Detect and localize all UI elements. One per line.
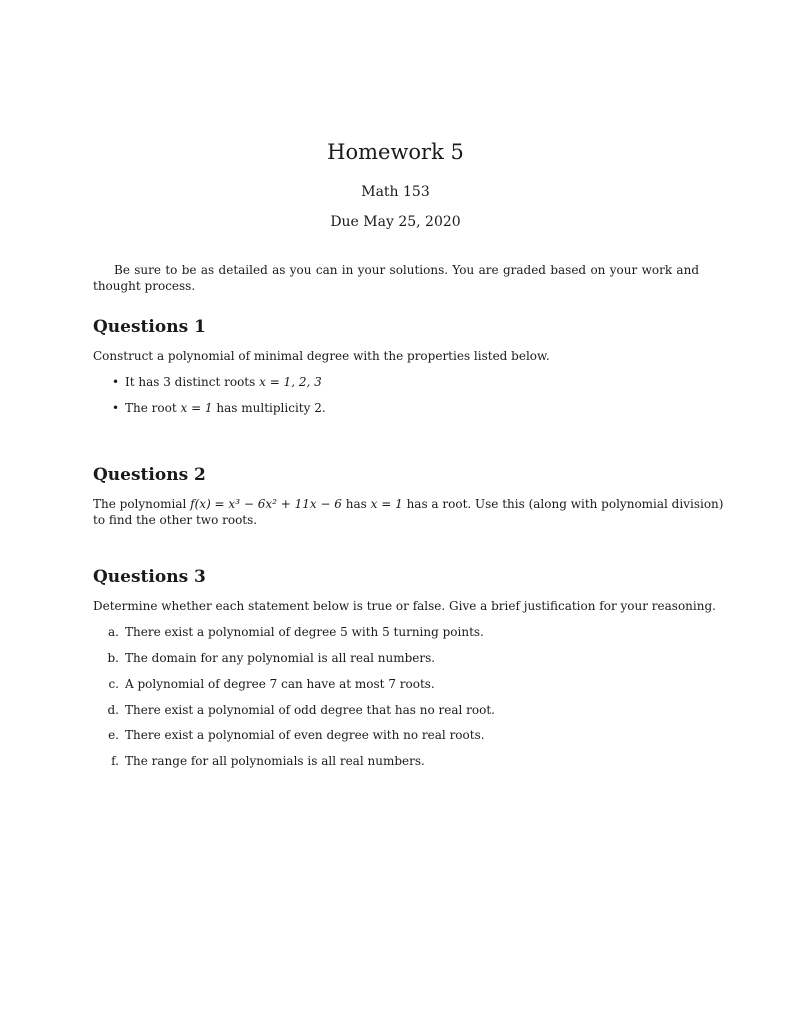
q3-item-b xyxy=(107,651,436,665)
q2-heading: Questions 2 xyxy=(93,465,206,485)
q2-post: has a root. Use this (along with polynomial division) xyxy=(406,497,724,511)
page-title: Homework 5 xyxy=(327,140,464,164)
q2-polynomial: f(x) = x³ − 6x² + 11x − 6 xyxy=(190,497,342,511)
q3-heading: Questions 3 xyxy=(93,567,206,587)
q3-item-e xyxy=(108,728,485,742)
q1-bullet-1-text: It has 3 distinct roots xyxy=(125,375,256,389)
q1-bullet-2-post: has multiplicity 2. xyxy=(216,401,326,415)
q2-pre: The polynomial xyxy=(93,497,187,511)
q1-bullet-2-math: x = 1 xyxy=(180,401,213,415)
q1-bullet-1-math: x = 1, 2, 3 xyxy=(259,375,322,389)
q1-prompt: Construct a polynomial of minimal degree with the properties listed below. xyxy=(93,349,550,363)
item-label: f. xyxy=(111,754,119,768)
q2-mid: has xyxy=(345,497,367,511)
item-label: d. xyxy=(107,703,119,717)
item-text: The domain for any polynomial is all real numbers. xyxy=(125,651,436,665)
bullet-icon: • xyxy=(112,401,120,415)
q1-bullet-2-pre: The root xyxy=(125,401,177,415)
course-name: Math 153 xyxy=(361,184,430,200)
q1-bullet-1 xyxy=(112,375,322,389)
item-text: A polynomial of degree 7 can have at most 7 roots. xyxy=(125,677,435,691)
item-label: e. xyxy=(108,728,119,742)
bullet-icon: • xyxy=(112,375,120,389)
q3-item-c xyxy=(108,677,435,691)
item-text: There exist a polynomial of degree 5 with 5 turning points. xyxy=(125,625,484,639)
item-text: There exist a polynomial of odd degree that has no real root. xyxy=(125,703,495,717)
q2-line-2: to find the other two roots. xyxy=(93,513,258,527)
q3-prompt: Determine whether each statement below is true or false. Give a brief justification for your reasoning. xyxy=(93,599,716,613)
item-label: a. xyxy=(108,625,119,639)
q1-heading: Questions 1 xyxy=(93,317,206,337)
q1-bullet-2 xyxy=(112,401,326,415)
item-text: There exist a polynomial of even degree with no real roots. xyxy=(125,728,485,742)
intro-paragraph: Be sure to be as detailed as you can in your solutions. You are graded based on your work and thought process. xyxy=(93,263,699,293)
item-label: c. xyxy=(108,677,119,691)
due-date: Due May 25, 2020 xyxy=(330,214,461,230)
q3-item-a xyxy=(108,625,484,639)
q2-root: x = 1 xyxy=(370,497,403,511)
item-text: The range for all polynomials is all real numbers. xyxy=(125,754,425,768)
q3-item-f xyxy=(111,754,425,768)
item-label: b. xyxy=(107,651,119,665)
q3-item-d xyxy=(107,703,495,717)
q2-line-1 xyxy=(93,497,723,511)
